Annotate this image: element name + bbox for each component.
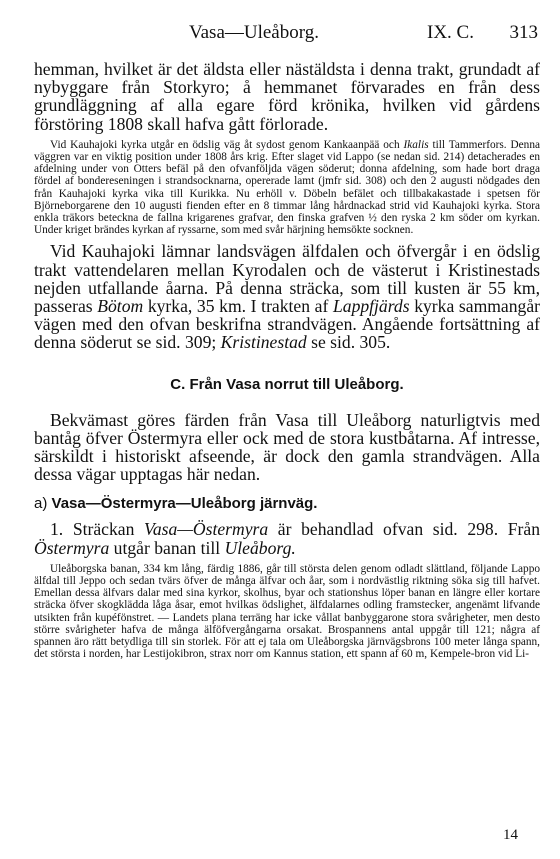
header-section: IX. C. (427, 22, 474, 43)
page-number: 313 (509, 22, 538, 43)
paragraph-uleaborgska-banan: Uleåborgska banan, 334 km lång, färdig 1886, går till största delen genom odladt slättland, följande Lappo älfdal till Jeppo och sedan tvärs öfver de många älfvar och åar, som i nordvästlig riktning söka sig till hafvet. Emellan dessa älfvars dalar med sina kyrkor, skolhus, byar och stationshus löper banan en längre eller kortare sträcka öfver skogklädda låga åsar, emot hvilkas ödslighet, älfdalarnes odling framstecker, angenämt lifvande utsikten från kupéfönstret. — Landets plana terräng har icke vållat banbyggarone stora svårigheter, men desto större svårigheter hafva de många älföfvergångarna orsakat. Brospannens antal uppgår till 121; några af spannen äro rätt betydliga till sin storlek. För att ej tala om Uleåborgska järnvägsbrons 100 meter långa spann, det största i norden, har Lestijokibron, strax norr om Kannus station, ett spann af 60 m, Kempele-bron vid Li- (34, 562, 540, 661)
signature-mark: 14 (503, 827, 518, 843)
paragraph-kauhajoki-note: Vid Kauhajoki kyrka utgår en ödslig väg åt sydost genom Kankaanpää och Ikalis till Tammerfors. Denna väggren var en viktig position under 1808 års krig. Efter slaget vid Lappo (se nedan sid. 214) detacherades en afdelning under von Otters befäl på den ofvanföljda vägen söderut; donna afdelning, som hade bort draga fördel af bondereseningen i strandsocknarna, opererade lamt (jmfr sid. 308) och den 2 augusti nödgades den från Kauhajoki kyrka vika till Kurikka. Nu erhöll v. Döbeln befälet och tillbakakastade i spetsen för Björneborgarene den 10 augusti fienden efter en 8 timmar lång hårdnackad strid vid Kauhajoki kyrka. Stora enkla träkors betecknа de fallna krigarenes grafvar, den finska grafven ½ den ryska 2 km söder om kyrkan. Under kriget brändes kyrkan af ryssarne, som med svår härjning hemsökte socknen. (34, 138, 540, 237)
paragraph-intro: hemman, hvilket är det äldsta eller nästäldsta i denna trakt, grundadt af nybyggare från Storkyro; å hemmanet förvarades en från dess grundläggning af alla egare förd krönika, hvilken vid gårdens förstöring 1808 skall hafva gått förlorade. (34, 59, 540, 134)
subsection-heading: a) Vasa—Östermyra—Uleåborg järnväg. (34, 495, 318, 513)
running-header (34, 22, 540, 46)
header-title: Vasa—Uleåborg. (189, 22, 319, 43)
book-page (34, 0, 540, 859)
paragraph-landsvagen: Vid Kauhajoki lämnar landsvägen älfdalen och öfvergår i en ödslig trakt vattendelaren mellan Kyrodalen och de västerut i Kristinestads nejden utfallande åarna. På denna sträcka, som till kusten är 55 km, passeras Bötom kyrka, 35 km. I trakten af Lappfjärds kyrka sammangår vägen med den ofvan beskrifna strandvägen. Angående fortsättning af denna söderut se sid. 309; Kristinestad se sid. 305. (34, 241, 541, 353)
paragraph-strackan: 1. Sträckan Vasa—Östermyra är behandlad ofvan sid. 298. Från Östermyra utgår banan till Uleåborg. (34, 519, 540, 558)
page-body (34, 60, 540, 661)
section-heading: C. Från Vasa norrut till Uleåborg. (170, 375, 404, 393)
paragraph-bekvamast: Bekvämast göres färden från Vasa till Uleåborg naturligtvis med bantåg öfver Östermyra eller ock med de stora kustbåtarna. Af intresse, särskildt i historiskt afseende, är dock den gamla strandvägen. Alla dessa vägar upptagas här nedan. (34, 409, 540, 485)
